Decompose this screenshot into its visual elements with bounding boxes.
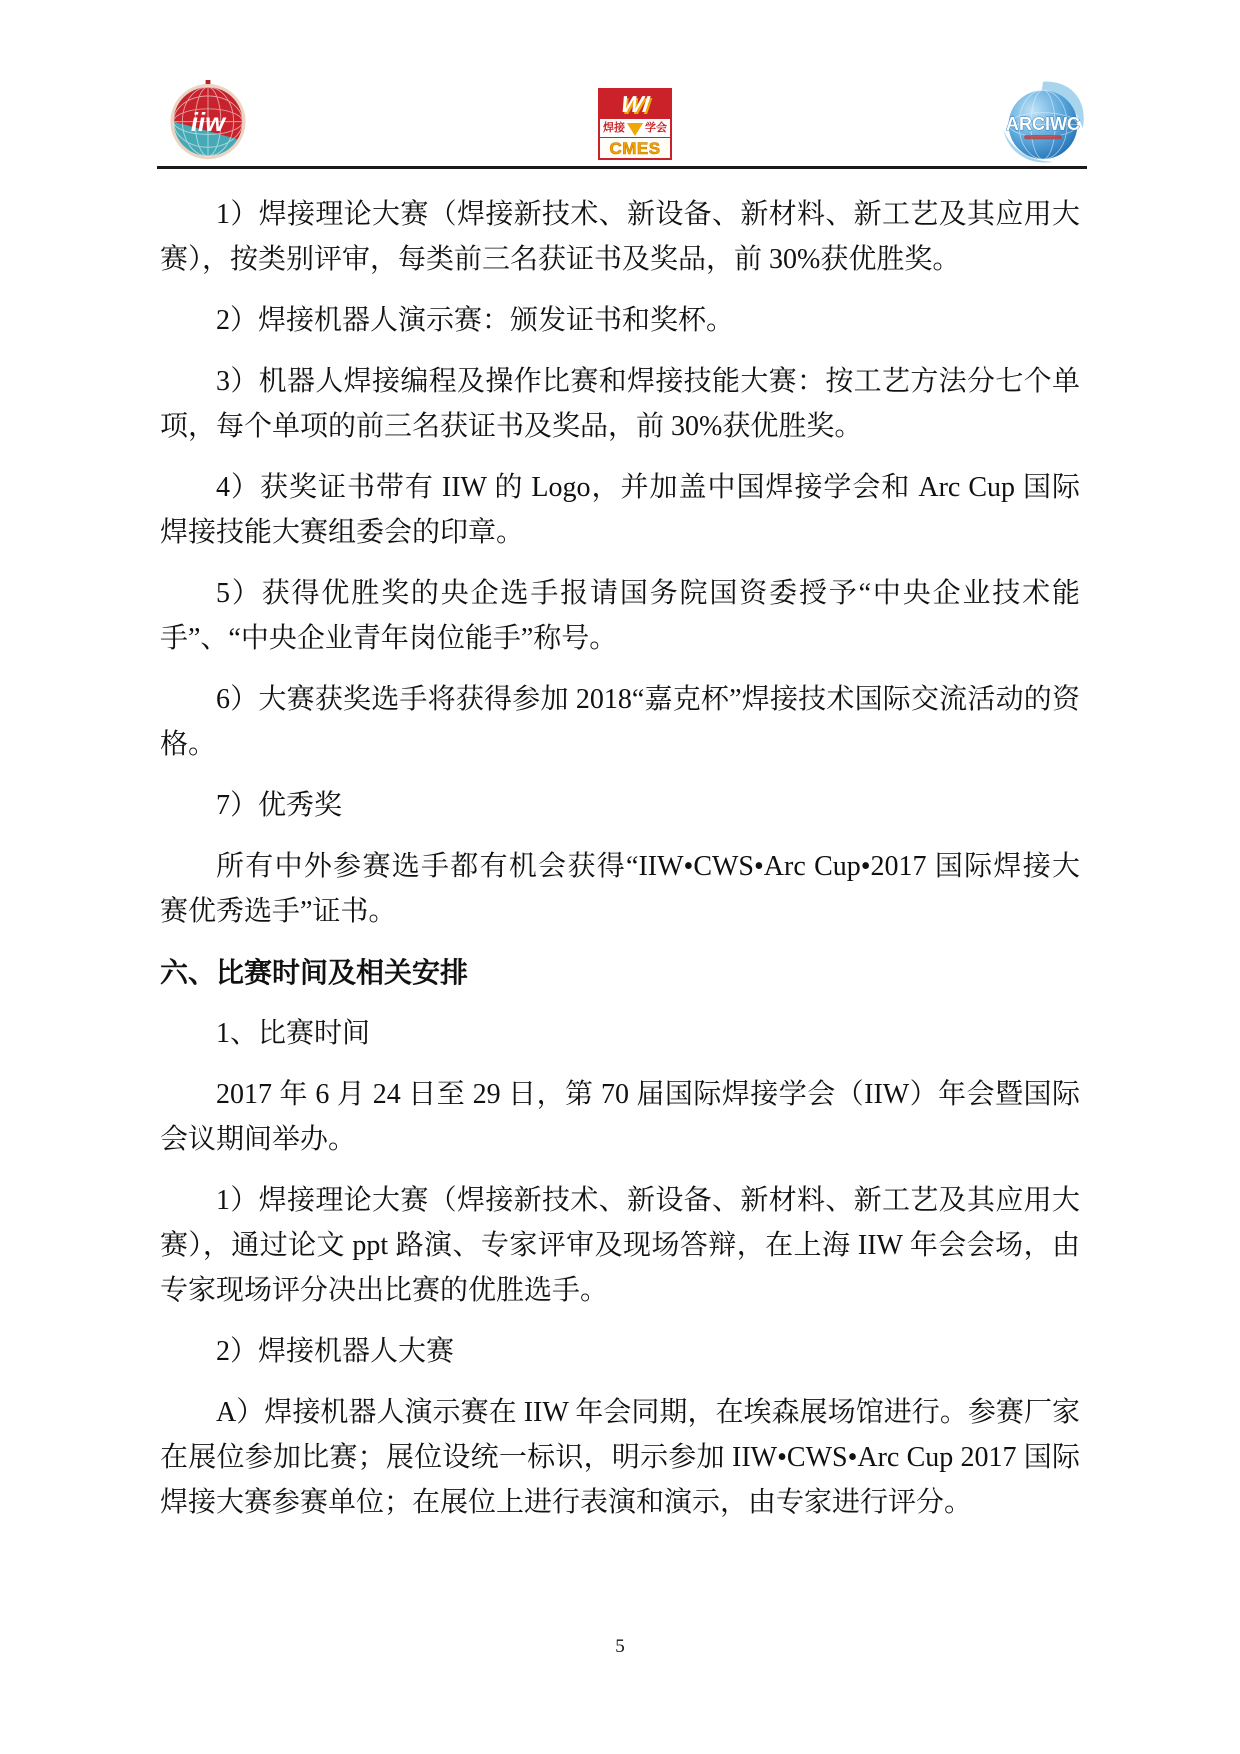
paragraph-theory-contest: 1）焊接理论大赛（焊接新技术、新设备、新材料、新工艺及其应用大赛），通过论文 ppt 路演、专家评审及现场答辩，在上海 IIW 年会会场，由专家现场评分决出比赛的优胜选手。: [160, 1185, 1080, 1306]
cmes-wordmark: CMES: [609, 138, 661, 158]
paragraph-award-note: 所有中外参赛选手都有机会获得“IIW•CWS•Arc Cup•2017 国际焊接大赛优秀选手”证书。: [160, 851, 1080, 927]
cmes-mark: WI: [619, 91, 651, 117]
document-body: [0, 170, 1240, 1541]
cmes-band-right-label: 学会: [645, 121, 667, 134]
paragraph-award-6: 6）大赛获奖选手将获得参加 2018“嘉克杯”焊接技术国际交流活动的资格。: [160, 684, 1080, 760]
iiw-logo-icon: [168, 80, 248, 160]
paragraph-schedule-title: 1、比赛时间: [216, 1018, 371, 1049]
paragraph-robot-demo: A）焊接机器人演示赛在 IIW 年会同期，在埃森展场馆进行。参赛厂家在展位参加比赛；展位设统一标识，明示参加 IIW•CWS•Arc Cup 2017 国际焊接大赛参赛单位；在展位上进行表演和演示，由专家进行评分。: [160, 1397, 1080, 1518]
paragraph-award-3: 3）机器人焊接编程及操作比赛和焊接技能大赛：按工艺方法分七个单项，每个单项的前三名获证书及奖品，前 30%获优胜奖。: [160, 366, 1080, 442]
cmes-logo-icon: [598, 88, 672, 160]
paragraph-award-7: 7）优秀奖: [216, 790, 343, 821]
page-footer: [0, 1636, 1240, 1658]
arciwc-logo-icon: [996, 80, 1090, 166]
paragraph-award-4: 4）获奖证书带有 IIW 的 Logo，并加盖中国焊接学会和 Arc Cup 国际焊接技能大赛组委会的印章。: [160, 472, 1080, 548]
cmes-logo-wordmark-block: [600, 138, 670, 158]
arciwc-red-tagline-strip: [1024, 135, 1062, 139]
header-divider: [157, 166, 1087, 169]
arciwc-wordmark: ARCIWC: [1005, 113, 1081, 134]
cmes-logo-band: [600, 119, 670, 138]
cmes-band-left-label: 焊接: [603, 121, 625, 134]
paragraph-robot-contest-title: 2）焊接机器人大赛: [216, 1336, 455, 1367]
paragraph-award-2: 2）焊接机器人演示赛：颁发证书和奖杯。: [216, 305, 735, 336]
section-heading: 六、比赛时间及相关安排: [160, 957, 469, 988]
cmes-logo-mark-block: [600, 90, 670, 119]
page-number: 5: [615, 1636, 625, 1657]
iiw-wordmark: iiw: [190, 109, 226, 138]
arciwc-globe-icon: [996, 80, 1090, 166]
iiw-globe-icon: [168, 80, 248, 160]
cmes-v-icon: [627, 123, 643, 136]
paragraph-schedule-dates: 2017 年 6 月 24 日至 29 日，第 70 届国际焊接学会（IIW）年会暨国际会议期间举办。: [160, 1079, 1080, 1155]
page-header: [0, 0, 1240, 172]
paragraph-award-5: 5）获得优胜奖的央企选手报请国务院国资委授予“中央企业技术能手”、“中央企业青年岗位能手”称号。: [160, 578, 1080, 654]
paragraph-award-1: 1）焊接理论大赛（焊接新技术、新设备、新材料、新工艺及其应用大赛），按类别评审，每类前三名获证书及奖品，前 30%获优胜奖。: [160, 199, 1080, 275]
